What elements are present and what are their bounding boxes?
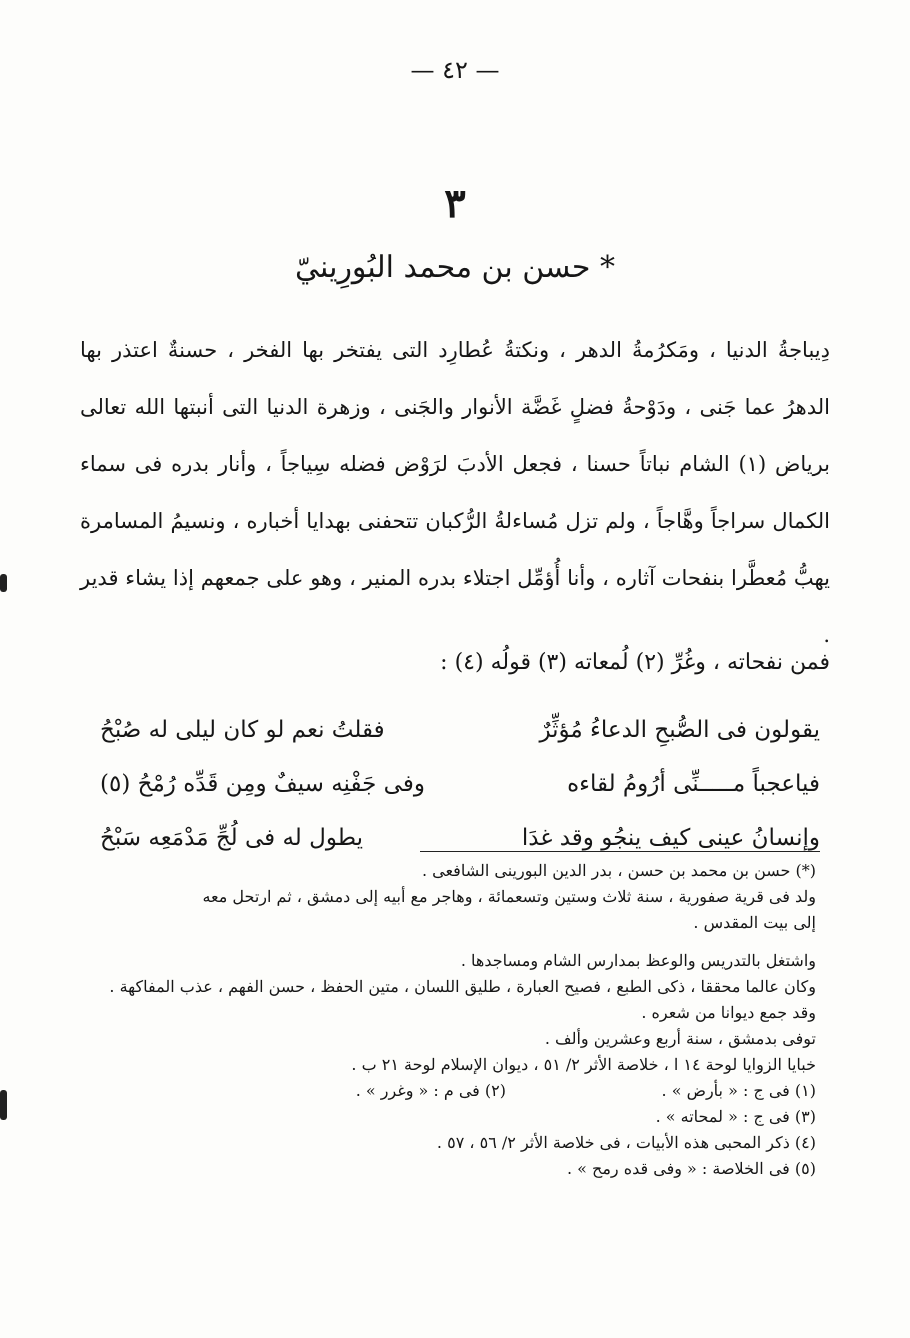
footnote-bio-character: وكان عالما محققا ، ذكى الطبع ، فصيح العبارة ، طليق اللسان ، متين الحفظ ، حسن الفهم ، عذب المفاكهة . — [109, 977, 816, 996]
verse-1-first-hemistich: يقولون فى الصُّبحِ الدعاءُ مُؤثِّرٌ — [539, 717, 820, 743]
footnote-row-1-2 — [88, 1078, 816, 1104]
verse-2-first-hemistich: فياعجباً مـــــنِّى أرُومُ لقاءه — [567, 771, 820, 797]
footnote-bio-name: (*) حسن بن محمد بن حسن ، بدر الدين البورينى الشافعى . — [421, 861, 816, 880]
verse-1 — [100, 703, 820, 757]
poem — [100, 703, 820, 865]
footnote-3: (٣) فى ج : « لمحاته » . — [655, 1107, 816, 1126]
footnotes — [88, 858, 816, 1182]
footnote-sources: خبايا الزوايا لوحة ١٤ ا ، خلاصة الأثر ٢/ ٥١ ، ديوان الإسلام لوحة ٢١ ب . — [351, 1055, 816, 1074]
intro-paragraph: دِيباجةُ الدنيا ، ومَكرُمةُ الدهر ، ونكتةُ عُطارِد التى يفتخر بها الفخر ، حسنةٌ اعتذر بها الدهرُ عما جَنى ، ودَوْحةُ فضلٍ غَضَّة الأنوار والجَنى ، وزهرة الدنيا التى أنبتها الله تعالى برياض (١) الشام نباتاً حسنا ، فجعل الأدبَ لرَوْض فضله سِياجاً ، وأنار بدره فى سماء الكمال سراجاً وهَّاجاً ، ولم تزل مُساءلةُ الرُّكبان تتحفنى بهدايا أخباره ، ونسيمُ المسامرة يهبُّ مُعطَّرا بنفحات آثاره ، وأنا أُؤمِّل اجتلاء بدره المنير ، وهو على جمعهم إذا يشاء قدير . — [80, 338, 831, 647]
footnote-bio-death: توفى بدمشق ، سنة أربع وعشرين وألف . — [544, 1029, 816, 1048]
footnote-bio-diwan: وقد جمع ديوانا من شعره . — [641, 1003, 816, 1022]
biography-title: حسن بن محمد البُورِينيّ * — [295, 250, 615, 285]
footnote-bio-birth-cont: إلى بيت المقدس . — [693, 913, 816, 932]
verse-3-second-hemistich: يطول له فى لُجِّ مَدْمَعِه سَبْحُ — [100, 825, 363, 851]
footnote-5: (٥) فى الخلاصة : « وفى قده رمح » . — [566, 1159, 816, 1178]
verse-3-first-hemistich: وإنسانُ عينى كيف ينجُو وقد غدَا — [521, 825, 820, 851]
footnote-2: (٢) فى م : « وغرر » . — [355, 1081, 506, 1100]
footnote-bio-teaching: واشتغل بالتدريس والوعظ بمدارس الشام ومساجدها . — [460, 951, 816, 970]
verse-2 — [100, 757, 820, 811]
poem-intro: فمن نفحاته ، وغُرِّ (٢) لُمعاته (٣) قولُه (٤) : — [440, 650, 830, 675]
scan-edge-mark-top — [0, 574, 7, 592]
footnote-1: (١) فى ج : « بأرض » . — [661, 1081, 816, 1100]
footnote-divider — [420, 851, 820, 852]
section-number: ٣ — [444, 180, 466, 227]
verse-1-second-hemistich: فقلتُ نعم لو كان ليلى له صُبْحُ — [100, 717, 385, 743]
scan-edge-mark-bottom — [0, 1090, 7, 1120]
page-number: — ٤٢ — — [410, 56, 500, 84]
footnote-bio-birth: ولد فى قرية صفورية ، سنة ثلاث وستين وتسعمائة ، وهاجر مع أبيه إلى دمشق ، ثم ارتحل معه — [202, 887, 816, 906]
footnote-4: (٤) ذكر المحبى هذه الأبيات ، فى خلاصة الأثر ٢/ ٥٦ ، ٥٧ . — [436, 1133, 816, 1152]
verse-2-second-hemistich: وفى جَفْنِه سيفٌ ومِن قَدِّه رُمْحُ (٥) — [100, 771, 425, 797]
verse-3 — [100, 811, 820, 865]
